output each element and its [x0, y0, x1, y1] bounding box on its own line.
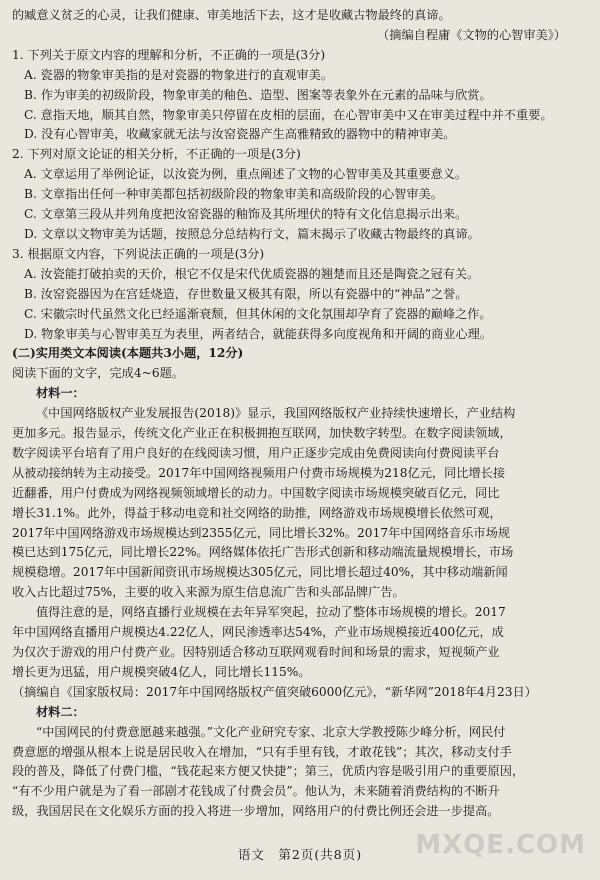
paragraph-line: “有不少用户就是为了看一部剧才花钱成了付费会员”。他认为，未来随着消费结构的不断升	[12, 784, 500, 799]
question-3-option-c: C. 宋徽宗时代虽然文化已经遥渐衰颓，但其休闲的文化氛围却孕育了瓷器的巅峰之作。	[24, 306, 492, 321]
question-3-stem: 3. 根据原文内容，下列说法正确的一项是(3分)	[12, 246, 265, 261]
question-3-option-a: A. 汝瓷能打破拍卖的天价，根它不仅是宋代优质瓷器的翘楚而且还是陶瓷之冠有关。	[24, 266, 480, 281]
question-3-option-d: D. 物象审美与心智审美互为表里，两者结合，就能获得多向度视角和开阔的商业心理。	[24, 326, 493, 341]
paragraph-line: 段的普及，降低了付费门槛，“钱花起来方便又快捷”；第三，优质内容是吸引用户的重要原因，	[12, 764, 525, 779]
paragraph-line: 增长更为迅猛，用户规模突破4亿人，同比增长115%。	[12, 664, 311, 679]
paragraph-line: 级，我国居民在文化娱乐方面的投入将进一步增加，网络用户的付费比例还会进一步提高。	[12, 804, 500, 819]
page-footer: 语文 第2页(共8页)	[237, 847, 363, 862]
section-2-heading: (二)实用类文本阅读(本题共3小题，12分)	[12, 346, 244, 361]
material-2-label: 材料二：	[36, 704, 85, 719]
paragraph-line: 更加多元。报告显示，传统文化产业正在积极拥抱互联网，加快数字转型。在数字阅读领域，	[12, 426, 512, 441]
material-1-body	[12, 404, 586, 603]
source-citation-1: （摘编自程庸《文物的心智审美》）	[377, 27, 566, 42]
section-2-instruction: 阅读下面的文字，完成4~6题。	[12, 366, 184, 381]
question-2-option-b: B. 文章指出任何一种审美都包括初级阶段的物象审美和高级阶段的心智审美。	[24, 187, 443, 202]
paragraph-line: 为仅次于游戏的用户付费产业。因特别适合移动互联网观看时间和场景的需求，短视频产业	[12, 645, 500, 659]
paragraph-line: 规模稳增。2017年中国新闻资讯市场规模达305亿元，同比增长超过40%，其中移动端新闻	[12, 565, 508, 580]
paragraph-line: 收入占比超过75%，主要的收入来源为原生信息流广告和头部品牌广告。	[12, 585, 405, 600]
question-3-option-b: B. 汝窑瓷器因为在宫廷烧造，存世数量又极其有限，所以有瓷器中的“神品”之誉。	[24, 286, 468, 301]
paragraph-line: 从被动接纳转为主动接受。2017年中国网络视频用户付费市场规模为218亿元，同比增长接	[12, 465, 506, 480]
question-2-option-d: D. 文章以文物审美为话题，按照总分总结构行文，篇末揭示了收藏古物最终的真谛。	[24, 226, 480, 241]
paragraph-line: 数字阅读平台培育了用户良好的在线阅读习惯，用户正逐步完成由免费阅读向付费阅读平台	[12, 445, 500, 460]
question-1-option-b: B. 作为审美的初级阶段，物象审美的釉色、造型、图案等表象外在元素的品味与欣赏。	[24, 87, 492, 102]
paragraph-line: 近翻番，用户付费成为网络视频领域增长的动力。中国数字阅读市场规模突破百亿元，同比	[12, 485, 500, 500]
question-2-option-a: A. 文章运用了举例论证，以汝瓷为例，重点阐述了文物的心智审美及其重要意义。	[24, 167, 468, 182]
paragraph-line: 值得注意的是，网络直播行业规模在去年异军突起，拉动了整体市场规模的增长。2017	[36, 605, 506, 620]
intro-line: 的臧意义贫乏的心灵，让我们健康、审美地活下去，这才是收藏古物最终的真谛。	[12, 8, 451, 22]
question-1-stem: 1. 下列关于原文内容的理解和分析，不正确的一项是(3分)	[12, 47, 326, 62]
paragraph-line: “中国网民的付费意愿越来越强。”文化产业研究专家、北京大学教授陈少峰分析，网民付	[36, 724, 506, 739]
watermark-logo: MXQE.COM	[415, 830, 586, 860]
material-1-paragraph-2	[12, 603, 586, 683]
paragraph-line: 增长31.1%。此外，得益于移动电竞和社交网络的助推，网络游戏市场规模增长依然可观，	[12, 505, 502, 520]
question-2-stem: 2. 下列对原文论证的相关分析，不正确的一项是(3分)	[12, 147, 301, 162]
question-1-option-d: D. 没有心智审美，收藏家就无法与汝窑瓷器产生高雅精致的器物中的精神审美。	[24, 127, 456, 142]
question-1-option-a: A. 瓷器的物象审美指的是对瓷器的物象进行的直观审美。	[24, 67, 334, 82]
paragraph-line: 2017年中国网络游戏市场规模达到2355亿元，同比增长32%。2017年中国网络音乐市场规	[12, 525, 510, 540]
material-1-label: 材料一：	[36, 386, 85, 401]
paragraph-line: 费意愿的增强从根本上说是居民收入在增加，“只有手里有钱，才敢花钱”；其次，移动支付手	[12, 744, 512, 759]
paragraph-line: 年中国网络直播用户规模达4.22亿人，网民渗透率达54%，产业市场规模接近400亿元，成	[12, 625, 504, 640]
question-1-option-c: C. 意指天地，顺其自然，物象审美只停留在皮相的层面，在心智审美中又在审美过程中并不重要。	[24, 107, 553, 122]
material-2-body	[12, 723, 586, 823]
paragraph-line: 《中国网络版权产业发展报告(2018)》显示，我国网络版权产业持续快速增长，产业结构	[36, 406, 516, 421]
material-1-source: （摘编自《国家版权局：2017年中国网络版权产值突破6000亿元》，“新华网”2018年4月23日）	[12, 684, 537, 699]
question-2-option-c: C. 文章第三段从并列角度把汝窑瓷器的釉饰及其所埋伏的特有文化信息揭示出来。	[24, 207, 468, 222]
paragraph-line: 模已达到175亿元，同比增长22%。网络媒体依托广告形式创新和移动端流量规模增长，市场	[12, 545, 514, 560]
